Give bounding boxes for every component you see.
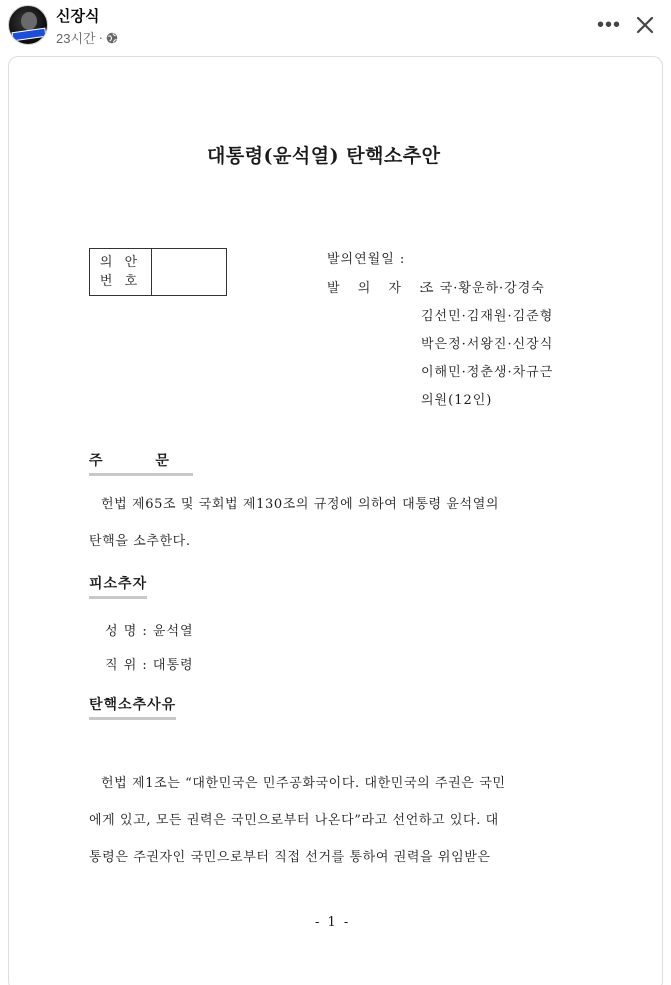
bill-number-value <box>152 249 226 295</box>
proposer-line: 의원(12인) <box>421 393 493 408</box>
post-meta <box>56 28 118 47</box>
reason-text-line: 에게 있고, 모든 권력은 국민으로부터 나온다”라고 선언하고 있다. 대 <box>89 813 499 828</box>
more-options-button[interactable] <box>594 12 624 38</box>
bill-label-line2: 번 호 <box>99 274 142 289</box>
section-main-heading-text: 주 문 <box>89 453 193 469</box>
proposer-line: 이해민·정춘생·차규근 <box>421 365 554 380</box>
heading-underline <box>89 596 147 599</box>
more-horizontal-icon: ••• <box>596 13 621 36</box>
meta-separator: · <box>98 30 103 45</box>
close-button[interactable] <box>630 10 660 40</box>
bill-number-box <box>89 248 227 296</box>
author-name[interactable]: 신장식 <box>56 8 100 25</box>
avatar[interactable] <box>8 5 48 45</box>
bill-number-label <box>90 249 152 295</box>
proposer-line: 조 국·황운하·강경숙 <box>421 281 545 296</box>
accused-name-row: 성 명 : 윤석열 <box>105 624 194 639</box>
post-header <box>0 0 671 56</box>
proposal-date-label: 발의연월일 : <box>327 252 406 267</box>
impeachment-document <box>9 57 663 985</box>
bill-label-line1: 의 안 <box>99 255 142 270</box>
section-reason-heading-text: 탄핵소추사유 <box>89 697 177 713</box>
page-number: - 1 - <box>315 915 351 930</box>
post-image[interactable] <box>8 56 663 985</box>
post-time[interactable]: 23시간 <box>56 31 96 46</box>
accused-position-row: 직 위 : 대통령 <box>105 658 194 673</box>
close-icon <box>630 10 660 40</box>
proposer-line: 박은정·서왕진·신장식 <box>421 337 554 352</box>
avatar-face <box>21 12 37 30</box>
document-title: 대통령(윤석열) 탄핵소추안 <box>207 145 441 167</box>
heading-underline <box>89 717 176 720</box>
globe-icon[interactable] <box>106 32 118 44</box>
avatar-badge <box>12 28 47 42</box>
section-main-heading <box>89 450 193 474</box>
section-reason-heading <box>89 694 176 718</box>
main-text-line: 헌법 제65조 및 국회법 제130조의 규정에 의하여 대통령 윤석열의 <box>101 497 500 512</box>
heading-underline <box>89 473 193 476</box>
proposer-label: 발 의 자 : <box>327 281 431 296</box>
section-accused-heading-text: 피소추자 <box>89 576 148 592</box>
main-text-line: 탄핵을 소추한다. <box>89 534 191 549</box>
reason-text-line: 통령은 주권자인 국민으로부터 직접 선거를 통하여 권력을 위임받은 <box>89 850 491 865</box>
section-accused-heading <box>89 573 147 597</box>
reason-text-line: 헌법 제1조는 “대한민국은 민주공화국이다. 대한민국의 주권은 국민 <box>101 776 506 791</box>
proposer-line: 김선민·김재원·김준형 <box>421 309 554 324</box>
